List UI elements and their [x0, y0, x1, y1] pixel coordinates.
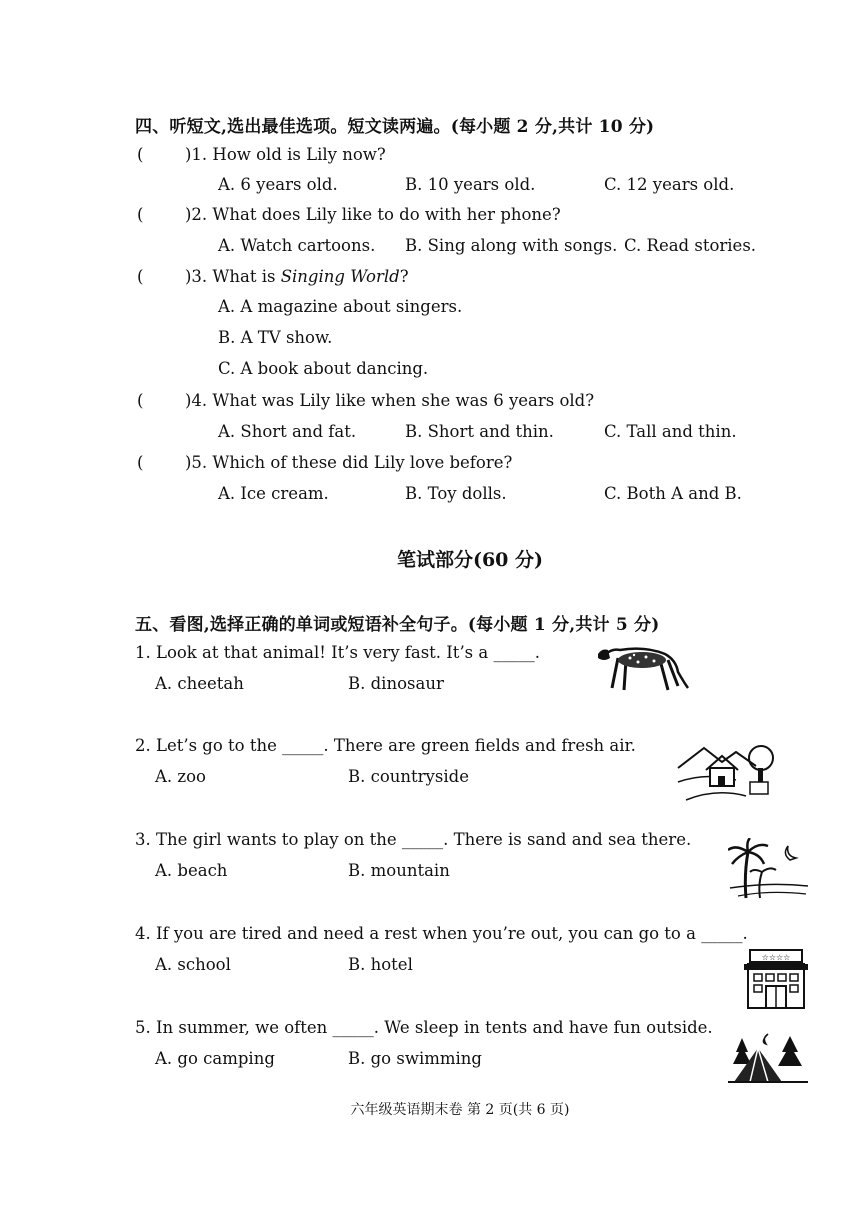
answer-paren: ( [137, 145, 144, 164]
option-b: B. mountain [348, 861, 450, 880]
option-a: A. cheetah [155, 674, 244, 693]
answer-paren: ( [137, 391, 144, 410]
option-c: C. A book about dancing. [218, 359, 429, 378]
listening-question-1: )1. How old is Lily now? [185, 145, 386, 164]
option-a: A. beach [155, 861, 228, 880]
picture-question-4: 4. If you are tired and need a rest when you’re out, you can go to a _____. [135, 924, 748, 943]
answer-paren: ( [137, 205, 144, 224]
option-a: A. A magazine about singers. [218, 297, 463, 316]
option-b: B. 10 years old. [405, 175, 536, 194]
picture-question-3: 3. The girl wants to play on the _____. There is sand and sea there. [135, 830, 692, 849]
cheetah-icon [590, 638, 690, 696]
option-b: B. dinosaur [348, 674, 444, 693]
listening-question-3 [185, 267, 409, 286]
listening-question-2: )2. What does Lily like to do with her phone? [185, 205, 561, 224]
option-a: A. Watch cartoons. [218, 236, 376, 255]
written-part-title: 笔试部分(60 分) [396, 549, 544, 571]
beach-icon [728, 838, 808, 902]
question-3-stem-end: ? [399, 267, 409, 286]
option-b: B. A TV show. [218, 328, 333, 347]
question-3-stem-start: )3. What is [185, 267, 281, 286]
option-a: A. Ice cream. [218, 484, 329, 503]
countryside-icon [676, 738, 776, 808]
option-a: A. go camping [155, 1049, 275, 1068]
hotel-icon [742, 948, 810, 1010]
option-b: B. Sing along with songs. [405, 236, 618, 255]
camping-icon [728, 1030, 808, 1084]
option-b: B. go swimming [348, 1049, 482, 1068]
option-b: B. hotel [348, 955, 413, 974]
listening-question-5: )5. Which of these did Lily love before? [185, 453, 513, 472]
section4-title: 四、听短文,选出最佳选项。短文读两遍。(每小题 2 分,共计 10 分) [135, 117, 655, 137]
option-b: B. Toy dolls. [405, 484, 507, 503]
option-a: A. 6 years old. [218, 175, 338, 194]
section5-title: 五、看图,选择正确的单词或短语补全句子。(每小题 1 分,共计 5 分) [135, 615, 660, 635]
answer-paren: ( [137, 267, 144, 286]
option-c: C. Read stories. [624, 236, 757, 255]
option-c: C. Both A and B. [604, 484, 742, 503]
option-a: A. zoo [155, 767, 206, 786]
option-a: A. Short and fat. [218, 422, 357, 441]
picture-question-2: 2. Let’s go to the _____. There are green fields and fresh air. [135, 736, 636, 755]
picture-question-5: 5. In summer, we often _____. We sleep in tents and have fun outside. [135, 1018, 713, 1037]
answer-paren: ( [137, 453, 144, 472]
option-b: B. Short and thin. [405, 422, 554, 441]
option-c: C. 12 years old. [604, 175, 735, 194]
option-b: B. countryside [348, 767, 469, 786]
page-footer: 六年级英语期末卷 第 2 页(共 6 页) [350, 1102, 570, 1118]
question-3-title-italic: Singing World [280, 267, 400, 286]
option-c: C. Tall and thin. [604, 422, 737, 441]
picture-question-1: 1. Look at that animal! It’s very fast. It’s a _____. [135, 643, 540, 662]
listening-question-4: )4. What was Lily like when she was 6 years old? [185, 391, 595, 410]
option-a: A. school [155, 955, 231, 974]
svg-text:☆☆☆☆: ☆☆☆☆ [761, 953, 791, 962]
